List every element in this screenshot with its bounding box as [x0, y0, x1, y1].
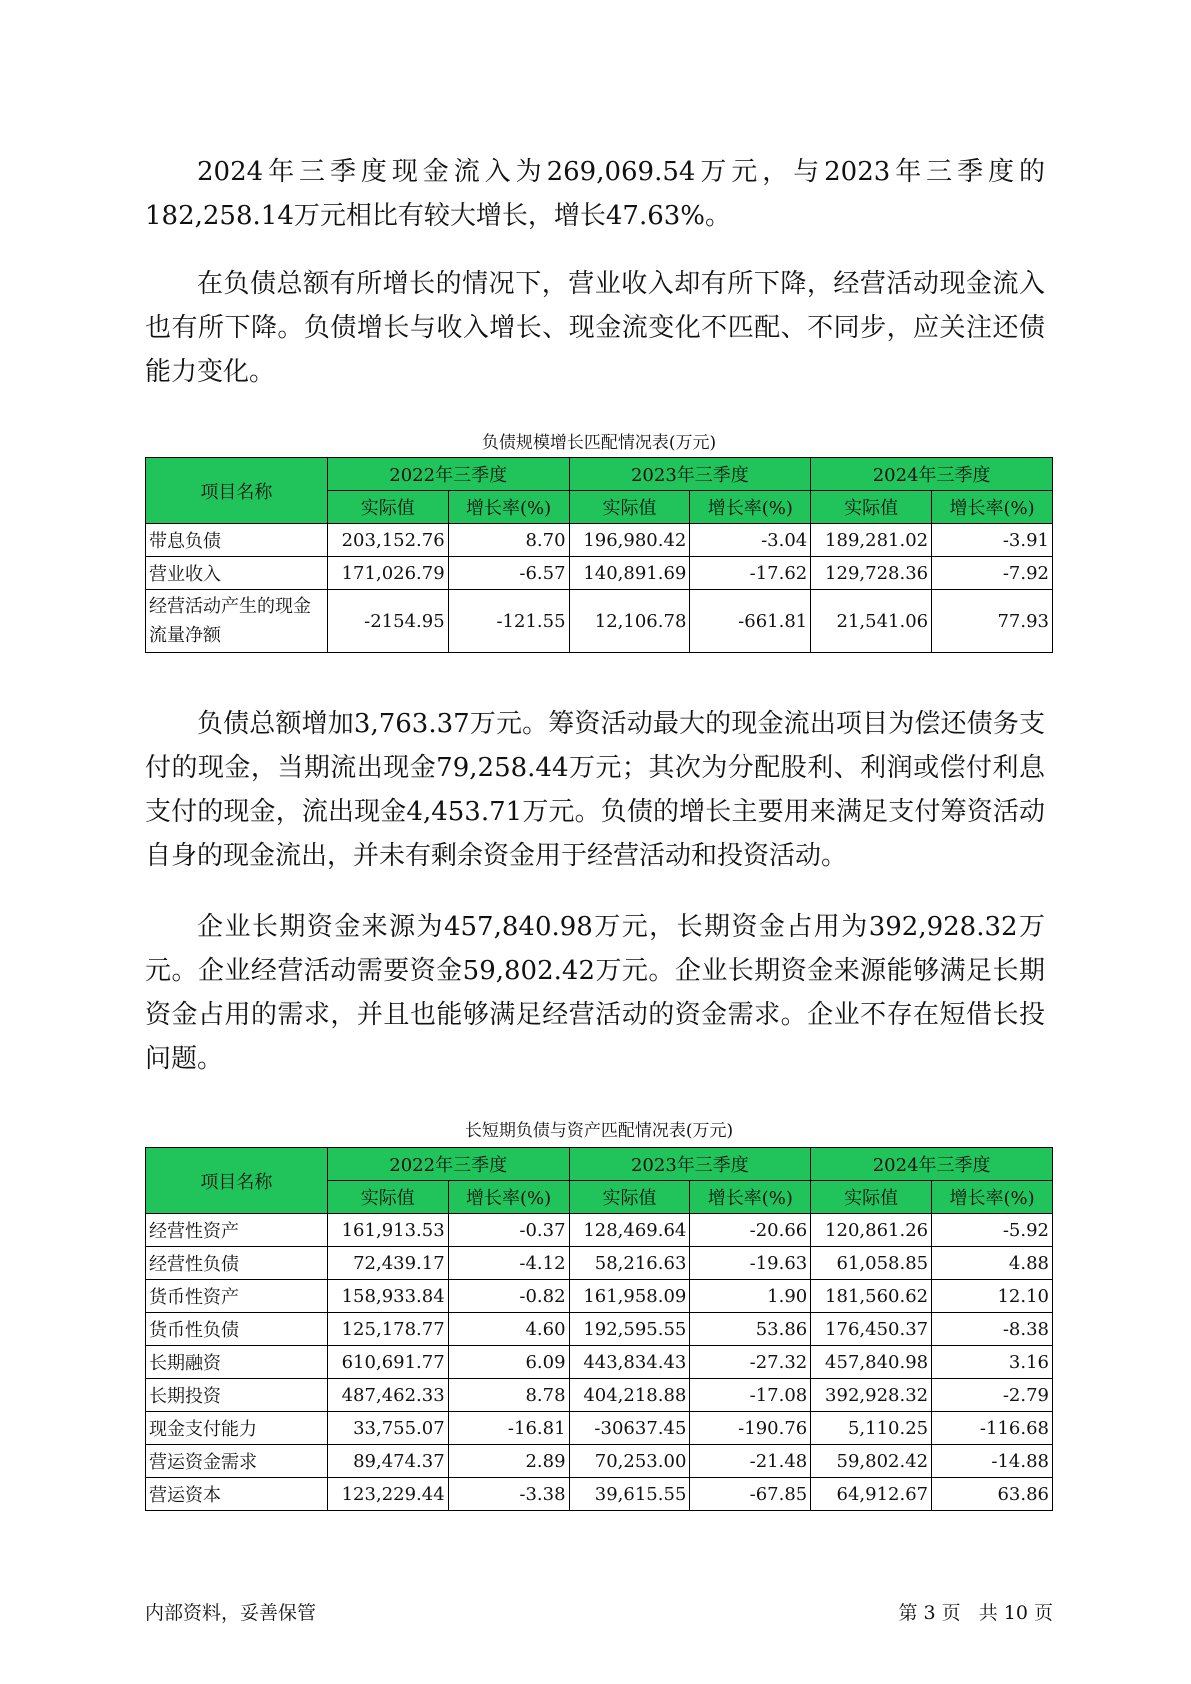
header-actual: 实际值 — [569, 491, 690, 524]
cell-actual-value: 128,469.64 — [569, 1214, 690, 1247]
table-row — [146, 1313, 1053, 1346]
table-row — [146, 1214, 1053, 1247]
row-label: 营运资金需求 — [146, 1445, 328, 1478]
header-period: 2022年三季度 — [327, 1148, 569, 1181]
cell-growth-rate: 12.10 — [932, 1280, 1053, 1313]
cell-actual-value: 5,110.25 — [811, 1412, 932, 1445]
cell-growth-rate: -0.82 — [448, 1280, 569, 1313]
cell-growth-rate: 4.88 — [932, 1247, 1053, 1280]
debt-growth-matching-table — [145, 457, 1053, 653]
cell-growth-rate: -0.37 — [448, 1214, 569, 1247]
paragraph-cash-inflow: 2024年三季度现金流入为269,069.54万元，与2023年三季度的182,258.14万元相比有较大增长，增长47.63%。 — [145, 157, 1045, 231]
cell-actual-value: 171,026.79 — [327, 557, 448, 590]
cell-growth-rate: -27.32 — [690, 1346, 811, 1379]
header-period: 2023年三季度 — [569, 1148, 811, 1181]
cell-actual-value: 21,541.06 — [811, 590, 932, 653]
table-row — [146, 1247, 1053, 1280]
cell-growth-rate: -17.08 — [690, 1379, 811, 1412]
header-actual: 实际值 — [811, 491, 932, 524]
cell-actual-value: 404,218.88 — [569, 1379, 690, 1412]
row-label: 长期投资 — [146, 1379, 328, 1412]
table-row — [146, 1412, 1053, 1445]
header-item-name: 项目名称 — [146, 458, 328, 524]
header-growth: 增长率(%) — [448, 1181, 569, 1214]
cell-growth-rate: 8.78 — [448, 1379, 569, 1412]
header-growth: 增长率(%) — [690, 491, 811, 524]
cell-growth-rate: -7.92 — [932, 557, 1053, 590]
table-row — [146, 557, 1053, 590]
cell-growth-rate: -21.48 — [690, 1445, 811, 1478]
cell-actual-value: 181,560.62 — [811, 1280, 932, 1313]
paragraph-debt-usage: 负债总额增加3,763.37万元。筹资活动最大的现金流出项目为偿还债务支付的现金，当期流出现金79,258.44万元；其次为分配股利、利润或偿付利息支付的现金，流出现金4,453.71万元。负债的增长主要用来满足支付筹资活动自身的现金流出，并未有剩余资金用于经营活动和投资活动。 — [145, 709, 1045, 871]
header-item-name: 项目名称 — [146, 1148, 328, 1214]
cell-actual-value: 59,802.42 — [811, 1445, 932, 1478]
cell-actual-value: 123,229.44 — [327, 1478, 448, 1511]
cell-growth-rate: -67.85 — [690, 1478, 811, 1511]
cell-growth-rate: 1.90 — [690, 1280, 811, 1313]
long-short-term-matching-table — [145, 1147, 1053, 1511]
row-label: 带息负债 — [146, 524, 328, 557]
cell-growth-rate: -19.63 — [690, 1247, 811, 1280]
cell-actual-value: 189,281.02 — [811, 524, 932, 557]
cell-growth-rate: 2.89 — [448, 1445, 569, 1478]
row-label: 经营性资产 — [146, 1214, 328, 1247]
cell-growth-rate: -190.76 — [690, 1412, 811, 1445]
cell-growth-rate: -2.79 — [932, 1379, 1053, 1412]
header-period: 2024年三季度 — [811, 458, 1053, 491]
row-label: 货币性负债 — [146, 1313, 328, 1346]
cell-actual-value: 70,253.00 — [569, 1445, 690, 1478]
table-row — [146, 1445, 1053, 1478]
cell-growth-rate: 3.16 — [932, 1346, 1053, 1379]
cell-actual-value: 33,755.07 — [327, 1412, 448, 1445]
cell-actual-value: 161,913.53 — [327, 1214, 448, 1247]
cell-growth-rate: 77.93 — [932, 590, 1053, 653]
header-growth: 增长率(%) — [448, 491, 569, 524]
paragraph-long-term-funds: 企业长期资金来源为457,840.98万元，长期资金占用为392,928.32万元。企业经营活动需要资金59,802.42万元。企业长期资金来源能够满足长期资金占用的需求，并且也能够满足经营活动的资金需求。企业不存在短借长投问题。 — [145, 912, 1045, 1074]
header-growth: 增长率(%) — [932, 491, 1053, 524]
cell-actual-value: 72,439.17 — [327, 1247, 448, 1280]
cell-growth-rate: 8.70 — [448, 524, 569, 557]
row-label: 经营活动产生的现金流量净额 — [146, 590, 328, 653]
cell-growth-rate: 4.60 — [448, 1313, 569, 1346]
cell-growth-rate: -16.81 — [448, 1412, 569, 1445]
cell-actual-value: 392,928.32 — [811, 1379, 932, 1412]
cell-growth-rate: -116.68 — [932, 1412, 1053, 1445]
row-label: 货币性资产 — [146, 1280, 328, 1313]
paragraph-debt-revenue-mismatch: 在负债总额有所增长的情况下，营业收入却有所下降，经营活动现金流入也有所下降。负债增长与收入增长、现金流变化不匹配、不同步，应关注还债能力变化。 — [145, 269, 1045, 387]
cell-growth-rate: -6.57 — [448, 557, 569, 590]
cell-growth-rate: -17.62 — [690, 557, 811, 590]
cell-actual-value: 203,152.76 — [327, 524, 448, 557]
cell-growth-rate: 6.09 — [448, 1346, 569, 1379]
cell-actual-value: 89,474.37 — [327, 1445, 448, 1478]
cell-actual-value: 176,450.37 — [811, 1313, 932, 1346]
cell-actual-value: 61,058.85 — [811, 1247, 932, 1280]
table-row — [146, 1280, 1053, 1313]
cell-growth-rate: 53.86 — [690, 1313, 811, 1346]
cell-actual-value: -30637.45 — [569, 1412, 690, 1445]
cell-growth-rate: -121.55 — [448, 590, 569, 653]
cell-actual-value: 457,840.98 — [811, 1346, 932, 1379]
cell-actual-value: 129,728.36 — [811, 557, 932, 590]
header-actual: 实际值 — [327, 491, 448, 524]
cell-actual-value: 39,615.55 — [569, 1478, 690, 1511]
table-row — [146, 1379, 1053, 1412]
cell-actual-value: 64,912.67 — [811, 1478, 932, 1511]
header-period: 2022年三季度 — [327, 458, 569, 491]
cell-actual-value: 140,891.69 — [569, 557, 690, 590]
cell-actual-value: 161,958.09 — [569, 1280, 690, 1313]
cell-growth-rate: -661.81 — [690, 590, 811, 653]
cell-growth-rate: 63.86 — [932, 1478, 1053, 1511]
cell-actual-value: 443,834.43 — [569, 1346, 690, 1379]
header-period: 2023年三季度 — [569, 458, 811, 491]
row-label: 现金支付能力 — [146, 1412, 328, 1445]
row-label: 长期融资 — [146, 1346, 328, 1379]
table-row — [146, 524, 1053, 557]
cell-growth-rate: -3.04 — [690, 524, 811, 557]
cell-actual-value: 192,595.55 — [569, 1313, 690, 1346]
cell-growth-rate: -20.66 — [690, 1214, 811, 1247]
table1-caption: 负债规模增长匹配情况表(万元) — [481, 433, 717, 453]
table-row — [146, 1346, 1053, 1379]
footer-page-number: 第 3 页 共 10 页 — [898, 1602, 1053, 1624]
footer-confidential-note: 内部资料，妥善保管 — [145, 1602, 317, 1624]
header-actual: 实际值 — [327, 1181, 448, 1214]
header-growth: 增长率(%) — [932, 1181, 1053, 1214]
row-label: 营运资本 — [146, 1478, 328, 1511]
header-actual: 实际值 — [811, 1181, 932, 1214]
cell-growth-rate: -8.38 — [932, 1313, 1053, 1346]
cell-growth-rate: -4.12 — [448, 1247, 569, 1280]
row-label: 经营性负债 — [146, 1247, 328, 1280]
header-growth: 增长率(%) — [690, 1181, 811, 1214]
table-row — [146, 1478, 1053, 1511]
cell-actual-value: 487,462.33 — [327, 1379, 448, 1412]
cell-growth-rate: -14.88 — [932, 1445, 1053, 1478]
cell-actual-value: 610,691.77 — [327, 1346, 448, 1379]
cell-actual-value: 158,933.84 — [327, 1280, 448, 1313]
cell-actual-value: 125,178.77 — [327, 1313, 448, 1346]
table2-caption: 长短期负债与资产匹配情况表(万元) — [464, 1121, 734, 1141]
header-actual: 实际值 — [569, 1181, 690, 1214]
cell-actual-value: 12,106.78 — [569, 590, 690, 653]
table-row — [146, 590, 1053, 653]
cell-growth-rate: -5.92 — [932, 1214, 1053, 1247]
cell-growth-rate: -3.91 — [932, 524, 1053, 557]
row-label: 营业收入 — [146, 557, 328, 590]
cell-actual-value: 120,861.26 — [811, 1214, 932, 1247]
cell-actual-value: 196,980.42 — [569, 524, 690, 557]
cell-actual-value: -2154.95 — [327, 590, 448, 653]
cell-actual-value: 58,216.63 — [569, 1247, 690, 1280]
cell-growth-rate: -3.38 — [448, 1478, 569, 1511]
header-period: 2024年三季度 — [811, 1148, 1053, 1181]
